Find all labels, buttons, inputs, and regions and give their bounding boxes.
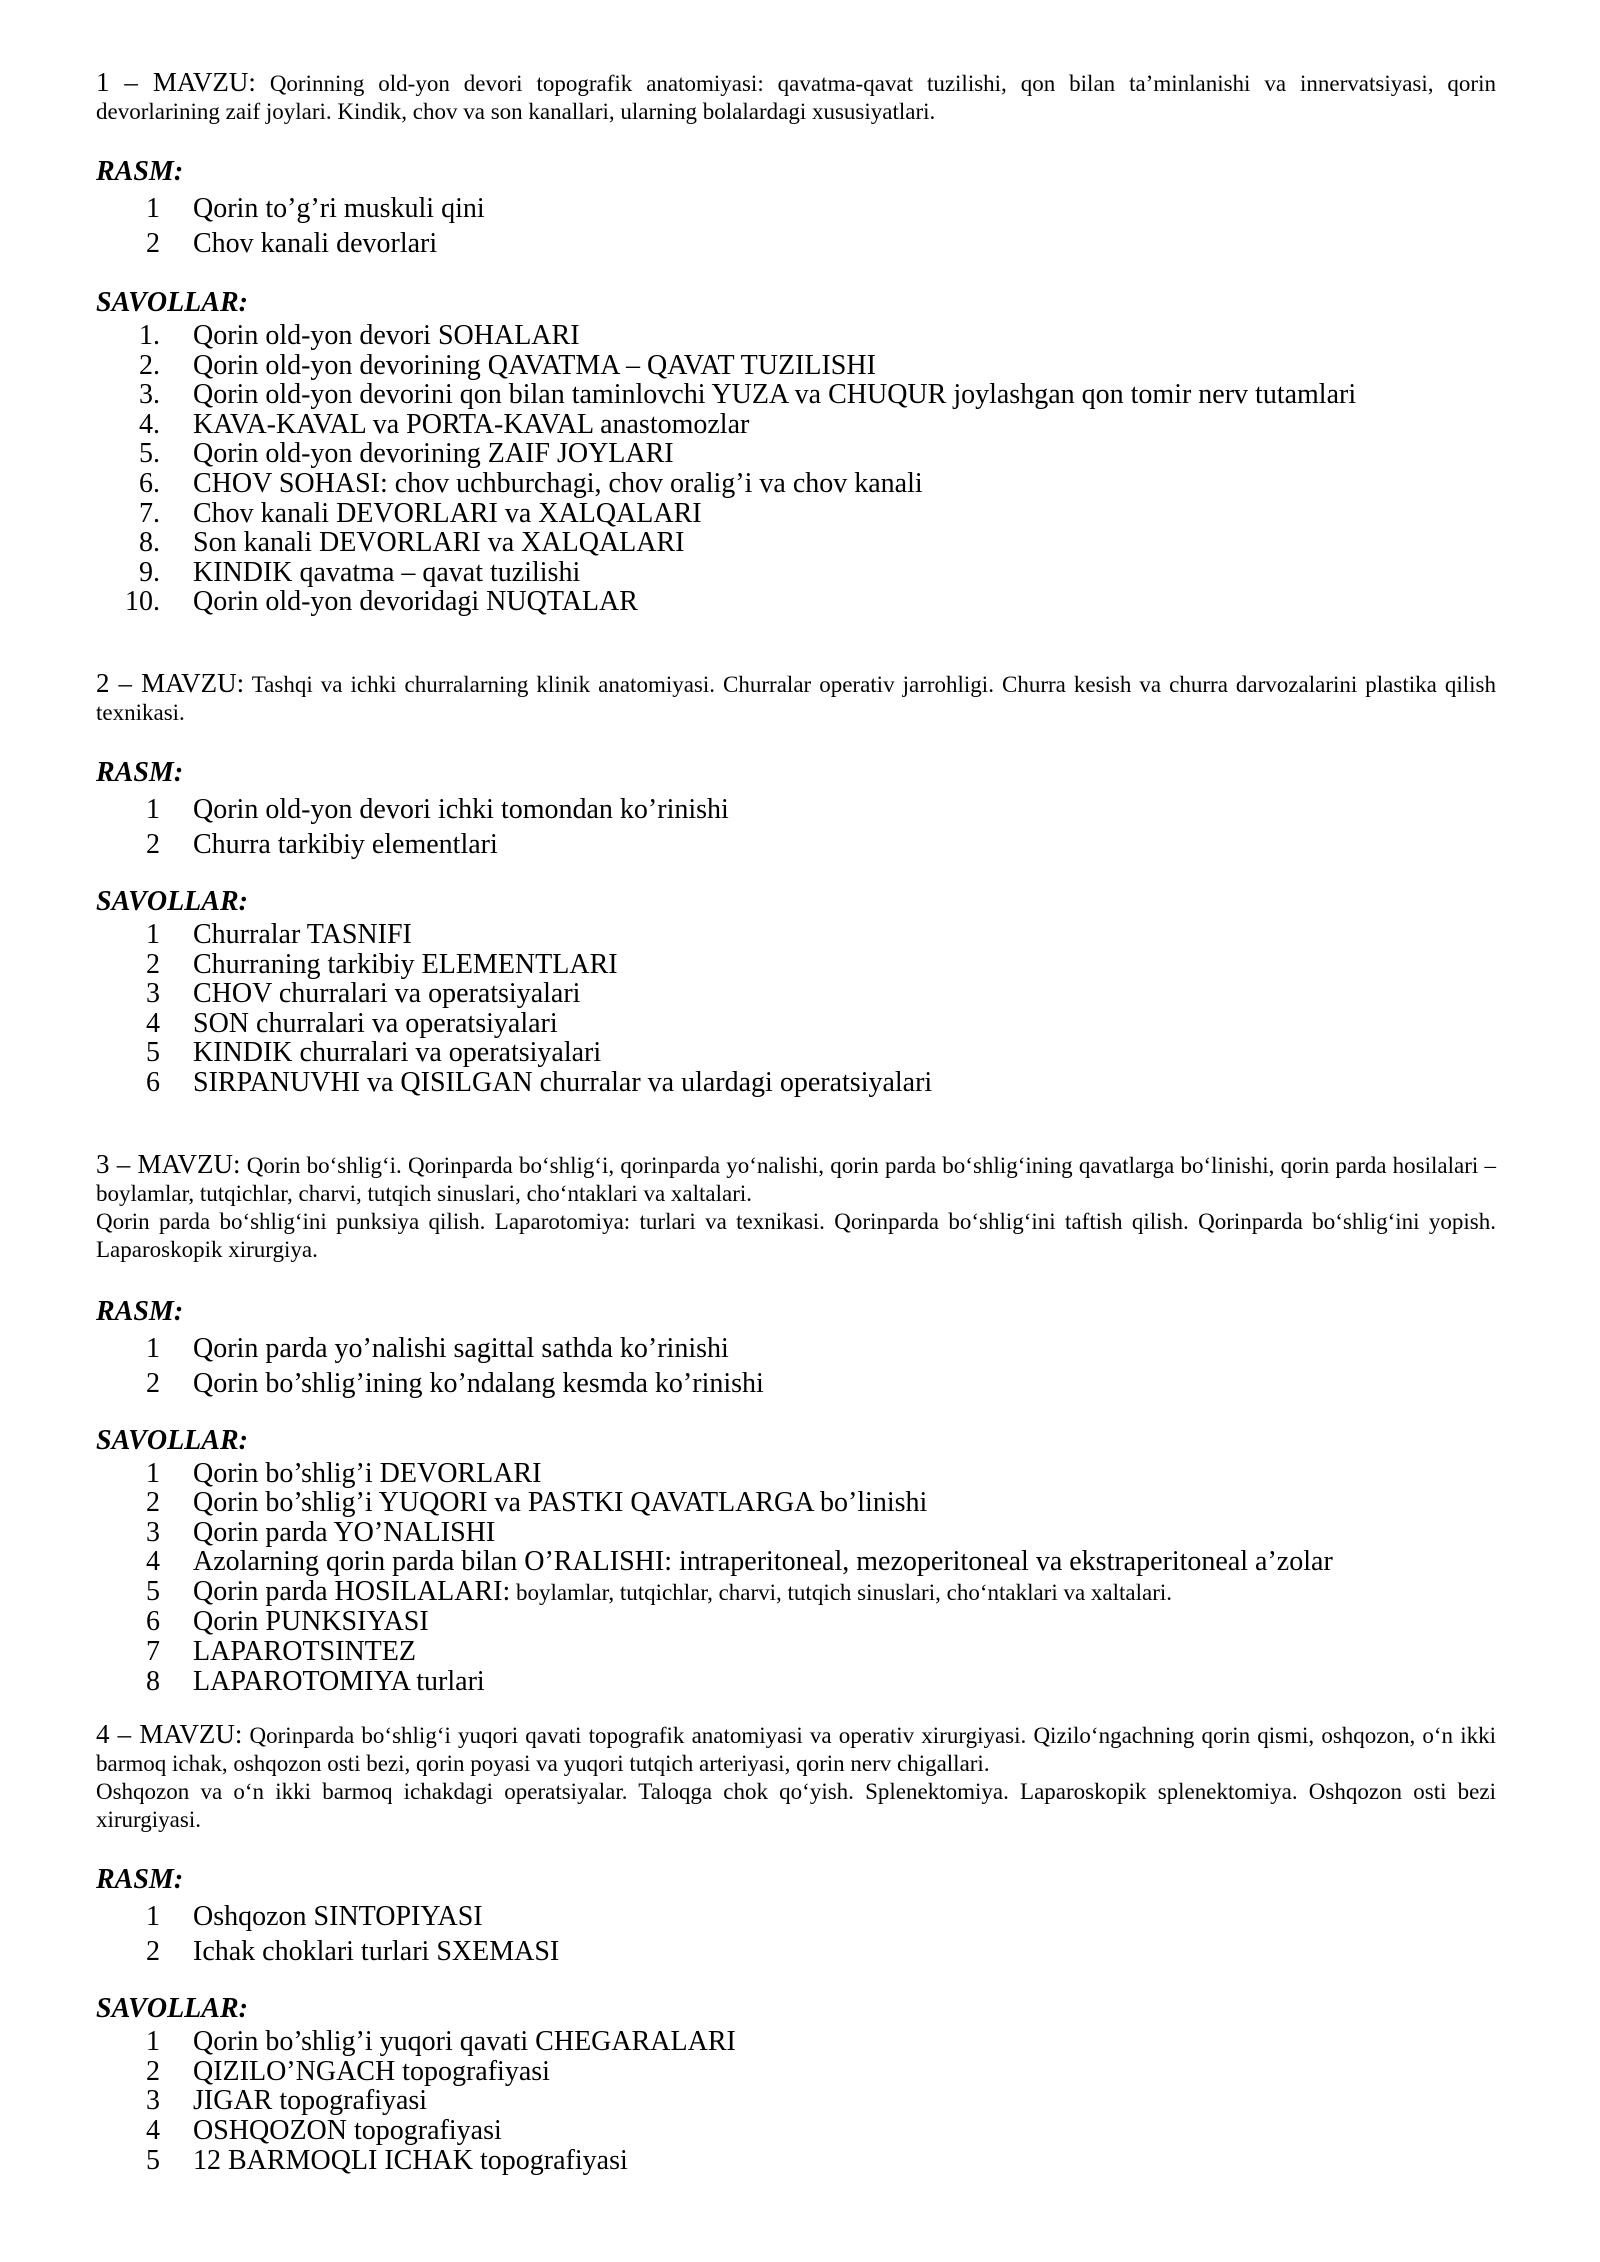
item-number: 5 [146,1037,160,1069]
item-number: 1 [146,793,160,825]
item-number: 3 [146,2085,160,2117]
topic-paragraph: Oshqozon va o‘n ikki barmoq ichakdagi operatsiyalar. Taloqga chok qo‘yish. Splenektomiya. Laparoskopik splenektomiya. Oshqozon osti bezi xirurgiyasi. [96,1779,1496,1833]
topic-text: Qorinparda bo‘shlig‘i yuqori qavati topografik anatomiyasi va operativ xirurgiyasi. Qizilo‘ngachning qorin qismi, oshqozon, o‘n ikki barmoq ichak, oshqozon osti bezi, qorin poyasi va yuqori tutqich arteriyasi, qorin nerv chigallari. [96,1723,1496,1777]
list-item [96,1488,1496,1518]
list-item [96,587,1496,617]
item-number: 1 [146,193,160,224]
list-item [96,2086,1496,2116]
rasm-list [96,1899,1496,1969]
rasm-list [96,792,1496,862]
savollar-list [96,1459,1496,1697]
list-item [96,1068,1496,1098]
list-item [96,1518,1496,1548]
topic-paragraph [96,1720,1496,1778]
item-number: 6 [146,1606,160,1638]
item-text: 12 BARMOQLI ICHAK topografiyasi [193,2144,628,2176]
item-text: KINDIK churralari va operatsiyalari [193,1037,602,1069]
item-text: Qorin old-yon devorining ZAIF JOYLARI [193,438,674,470]
item-text: Chov kanali devorlari [193,228,438,259]
item-text: QIZILO’NGACH topografiyasi [193,2055,550,2087]
item-number: 8 [146,1665,160,1697]
rasm-heading: RASM: [96,1864,184,1896]
item-text: Qorin parda HOSILALARI: [193,1575,511,1607]
item-number: 4 [146,1546,160,1578]
item-text: Churralar TASNIFI [193,918,412,950]
item-text: Qorin bo’shlig’ining ko’ndalang kesmda ko’rinishi [193,1367,764,1399]
item-text: KINDIK qavatma – qavat tuzilishi [193,556,581,588]
item-text: Qorin old-yon devorining QAVATMA – QAVAT TUZILISHI [193,349,876,381]
item-text: Qorin bo’shlig’i YUQORI va PASTKI QAVATLARGA bo’linishi [193,1487,928,1519]
topic-2-heading [96,669,1496,727]
item-number: 1 [146,1901,160,1933]
item-number: 3 [146,978,160,1010]
item-text: SON churralari va operatsiyalari [193,1007,558,1039]
item-text: Son kanali DEVORLARI va XALQALARI [193,527,685,559]
item-text: Azolarning qorin parda bilan O’RALISHI: intraperitoneal, mezoperitoneal va ekstraperitoneal a’zolar [193,1546,1333,1578]
item-number: 2. [139,349,160,381]
rasm-list [96,191,1496,261]
rasm-heading: RASM: [96,1295,184,1327]
topic-paragraph: Qorin parda bo‘shlig‘ini punksiya qilish. Laparotomiya: turlari va texnikasi. Qorinparda bo‘shlig‘ini taftish qilish. Qorinparda bo‘shlig‘ini yopish. Laparoskopik xirurgiya. [96,1208,1496,1262]
topic-4-heading [96,1720,1496,1834]
item-number: 4 [146,2115,160,2147]
savollar-heading: SAVOLLAR: [96,885,248,917]
item-number: 2 [146,828,160,860]
item-number: 2 [146,228,160,259]
item-text: OSHQOZON topografiyasi [193,2115,502,2147]
topic-paragraph [96,1150,1496,1208]
item-number: 3 [146,1516,160,1548]
item-text: Qorin parda yo’nalishi sagittal sathda ko’rinishi [193,1332,729,1364]
item-number: 9. [139,556,160,588]
item-text: Qorin bo’shlig’i yuqori qavati CHEGARALARI [193,2026,736,2058]
item-text: CHOV churralari va operatsiyalari [193,978,581,1010]
savollar-heading: SAVOLLAR: [96,287,248,318]
item-number: 5 [146,2144,160,2176]
item-text: SIRPANUVHI va QISILGAN churralar va ulardagi operatsiyalari [193,1066,933,1098]
item-number: 1 [146,1332,160,1364]
item-number: 8. [139,527,160,559]
topic-3-heading [96,1150,1496,1264]
list-item [96,410,1496,440]
topic-text: Tashqi va ichki churralarning klinik anatomiyasi. Churralar operativ jarrohligi. Churra kesish va churra darvozalarini plastika qilish texnikasi. [96,671,1496,725]
savollar-list [96,920,1496,1098]
list-item [96,1607,1496,1637]
item-text: KAVA-KAVAL va PORTA-KAVAL anastomozlar [193,408,750,440]
list-item [96,1577,1496,1608]
item-text: LAPAROTSINTEZ [193,1636,416,1668]
item-number: 7. [139,497,160,529]
savollar-heading: SAVOLLAR: [96,1993,248,2025]
item-number: 5 [146,1575,160,1607]
list-item [96,1459,1496,1489]
list-item [96,1009,1496,1039]
list-item [96,950,1496,980]
item-number: 6. [139,467,160,499]
list-item [96,226,1496,261]
document-page [96,68,1496,2175]
item-number: 2 [146,1936,160,1968]
item-text: Qorin PUNKSIYASI [193,1606,429,1638]
topic-number: 4 – MAVZU: [96,1719,243,1750]
list-item [96,2116,1496,2146]
item-text: Churraning tarkibiy ELEMENTLARI [193,948,618,980]
list-item [96,528,1496,558]
item-text: JIGAR topografiyasi [193,2085,428,2117]
topic-paragraph [96,68,1496,126]
list-item [96,1899,1496,1934]
item-text: CHOV SOHASI: chov uchburchagi, chov oralig’i va chov kanali [193,467,923,499]
item-number: 2 [146,2055,160,2087]
item-number: 1 [146,918,160,950]
savollar-list [96,2027,1496,2175]
list-item [96,558,1496,588]
list-item [96,1637,1496,1667]
list-item [96,439,1496,469]
list-item [96,1038,1496,1068]
item-text: Oshqozon SINTOPIYASI [193,1901,483,1933]
item-text: Qorin to’g’ri muskuli qini [193,193,485,224]
list-item [96,792,1496,827]
list-item [96,1547,1496,1577]
list-item [96,2027,1496,2057]
item-text: Qorin bo’shlig’i DEVORLARI [193,1457,542,1489]
item-number: 5. [139,438,160,470]
list-item [96,380,1496,410]
topic-number: 2 – MAVZU: [96,667,245,698]
item-number: 4 [146,1007,160,1039]
item-number: 10. [125,586,160,618]
topic-text: Qorinning old-yon devori topografik anatomiyasi: qavatma-qavat tuzilishi, qon bilan ta’minlanishi va innervatsiyasi, qorin devorlarining zaif joylari. Kindik, chov va son kanallari, ularning bolalardagi xususiyatlari. [96,71,1496,124]
list-item [96,2146,1496,2176]
list-item [96,321,1496,351]
list-item [96,469,1496,499]
list-item [96,920,1496,950]
item-text: Qorin old-yon devori SOHALARI [193,320,580,351]
item-text: Chov kanali DEVORLARI va XALQALARI [193,497,702,529]
list-item [96,1331,1496,1366]
item-text: LAPAROTOMIYA turlari [193,1665,485,1697]
topic-number: 1 – MAVZU: [96,67,256,97]
item-text: Ichak choklari turlari SXEMASI [193,1936,560,1968]
item-text: Qorin old-yon devorini qon bilan taminlovchi YUZA va CHUQUR joylashgan qon tomir nerv tutamlari [193,379,1357,411]
rasm-heading: RASM: [96,756,184,788]
item-number: 7 [146,1636,160,1668]
list-item [96,827,1496,862]
item-number: 2 [146,1487,160,1519]
item-text-detail: boylamlar, tutqichlar, charvi, tutqich sinuslari, cho‘ntaklari va xaltalari. [510,1579,1173,1605]
item-number: 2 [146,948,160,980]
item-text: Qorin old-yon devoridagi NUQTALAR [193,586,638,618]
item-number: 1 [146,1457,160,1489]
item-number: 6 [146,1066,160,1098]
topic-paragraph [96,669,1496,727]
item-text: Qorin parda YO’NALISHI [193,1516,496,1548]
item-number: 3. [139,379,160,411]
rasm-heading: RASM: [96,156,184,187]
topic-1-heading [96,68,1496,126]
savollar-list [96,321,1496,617]
list-item [96,499,1496,529]
item-number: 4. [139,408,160,440]
list-item [96,2057,1496,2087]
item-number: 2 [146,1367,160,1399]
item-text: Qorin old-yon devori ichki tomondan ko’rinishi [193,793,729,825]
topic-text: Qorin bo‘shlig‘i. Qorinparda bo‘shlig‘i, qorinparda yo‘nalishi, qorin parda bo‘shlig‘ining qavatlarga bo‘linishi, qorin parda hosilalari – boylamlar, tutqichlar, charvi, tutqich sinuslari, cho‘ntaklari va xaltalari. [96,1152,1496,1206]
list-item [96,191,1496,226]
topic-number: 3 – MAVZU: [96,1148,241,1179]
list-item [96,1934,1496,1969]
rasm-list [96,1331,1496,1401]
list-item [96,1366,1496,1401]
list-item [96,979,1496,1009]
item-number: 1. [139,320,160,351]
savollar-heading: SAVOLLAR: [96,1424,248,1456]
list-item [96,351,1496,381]
item-text: Churra tarkibiy elementlari [193,828,498,860]
item-number: 1 [146,2026,160,2058]
list-item [96,1667,1496,1697]
